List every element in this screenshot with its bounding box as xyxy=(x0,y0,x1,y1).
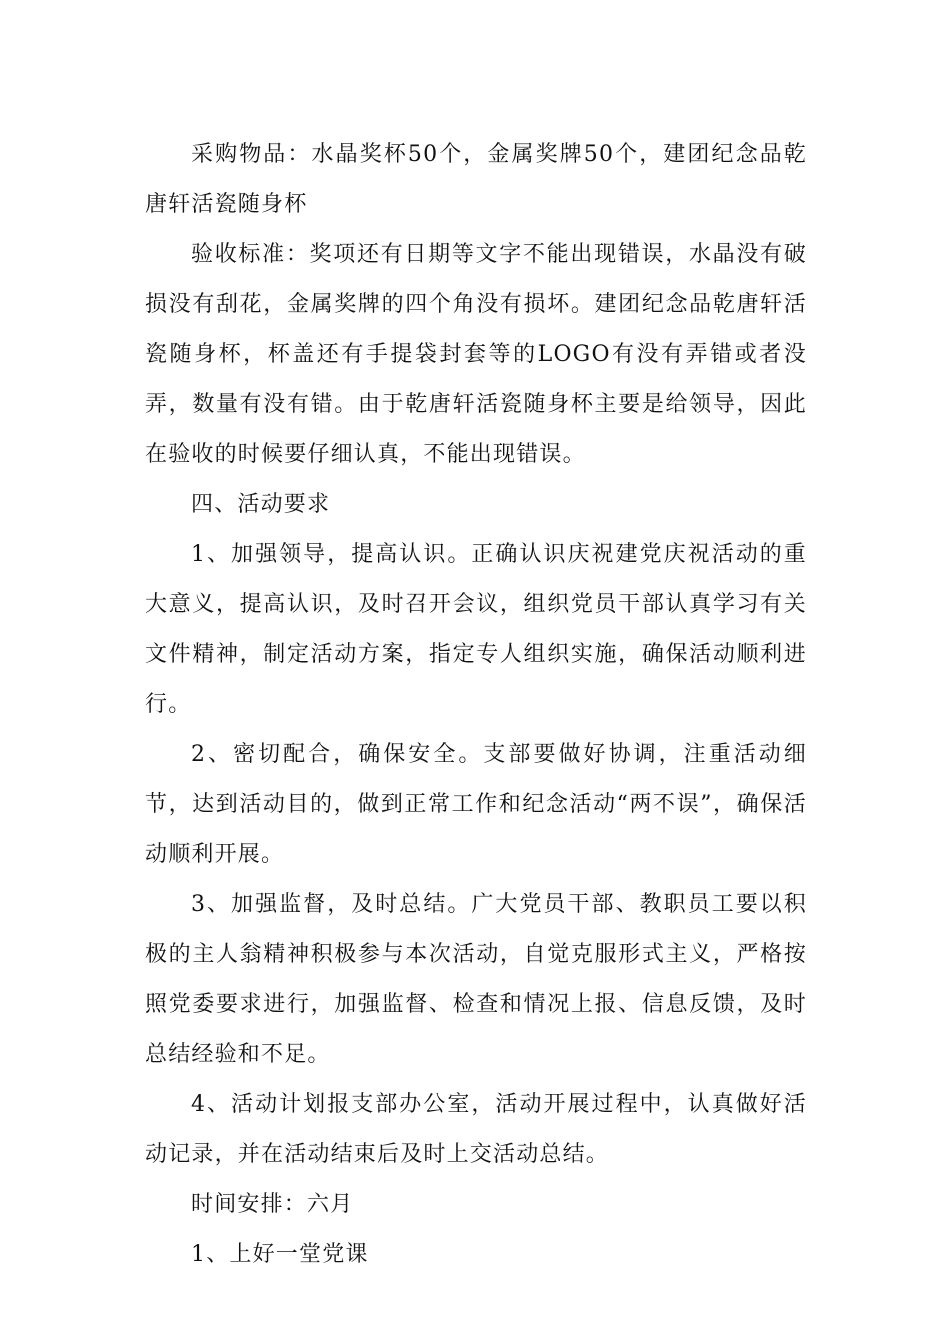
paragraph-acceptance-standard: 验收标准：奖项还有日期等文字不能出现错误，水晶没有破损没有刮花，金属奖牌的四个角没有损坏。建团纪念品乾唐轩活瓷随身杯，杯盖还有手提袋封套等的LOGO有没有弄错或者没弄，数量有没有错。由于乾唐轩活瓷随身杯主要是给领导，因此在验收的时候要仔细认真，不能出现错误。 xyxy=(145,242,807,467)
paragraph-requirement-1: 1、加强领导，提高认识。正确认识庆祝建党庆祝活动的重大意义，提高认识，及时召开会议，组织党员干部认真学习有关文件精神，制定活动方案，指定专人组织实施，确保活动顺利进行。 xyxy=(145,542,807,717)
paragraph-requirement-2: 2、密切配合，确保安全。支部要做好协调，注重活动细节，达到活动目的，做到正常工作和纪念活动“两不误”，确保活动顺利开展。 xyxy=(145,742,807,867)
paragraph-schedule-item-1: 1、上好一堂党课 xyxy=(191,1242,369,1267)
paragraph-requirement-3: 3、加强监督，及时总结。广大党员干部、教职员工要以积极的主人翁精神积极参与本次活动，自觉克服形式主义，严格按照党委要求进行，加强监督、检查和情况上报、信息反馈，及时总结经验和不足。 xyxy=(145,892,807,1067)
paragraph-purchase-items: 采购物品：水晶奖杯50个，金属奖牌50个，建团纪念品乾唐轩活瓷随身杯 xyxy=(145,142,807,217)
paragraph-requirement-4: 4、活动计划报支部办公室，活动开展过程中，认真做好活动记录，并在活动结束后及时上交活动总结。 xyxy=(145,1092,807,1167)
section-heading-activity-requirements: 四、活动要求 xyxy=(191,492,331,517)
document-body xyxy=(145,130,807,1280)
paragraph-schedule: 时间安排：六月 xyxy=(191,1192,354,1217)
